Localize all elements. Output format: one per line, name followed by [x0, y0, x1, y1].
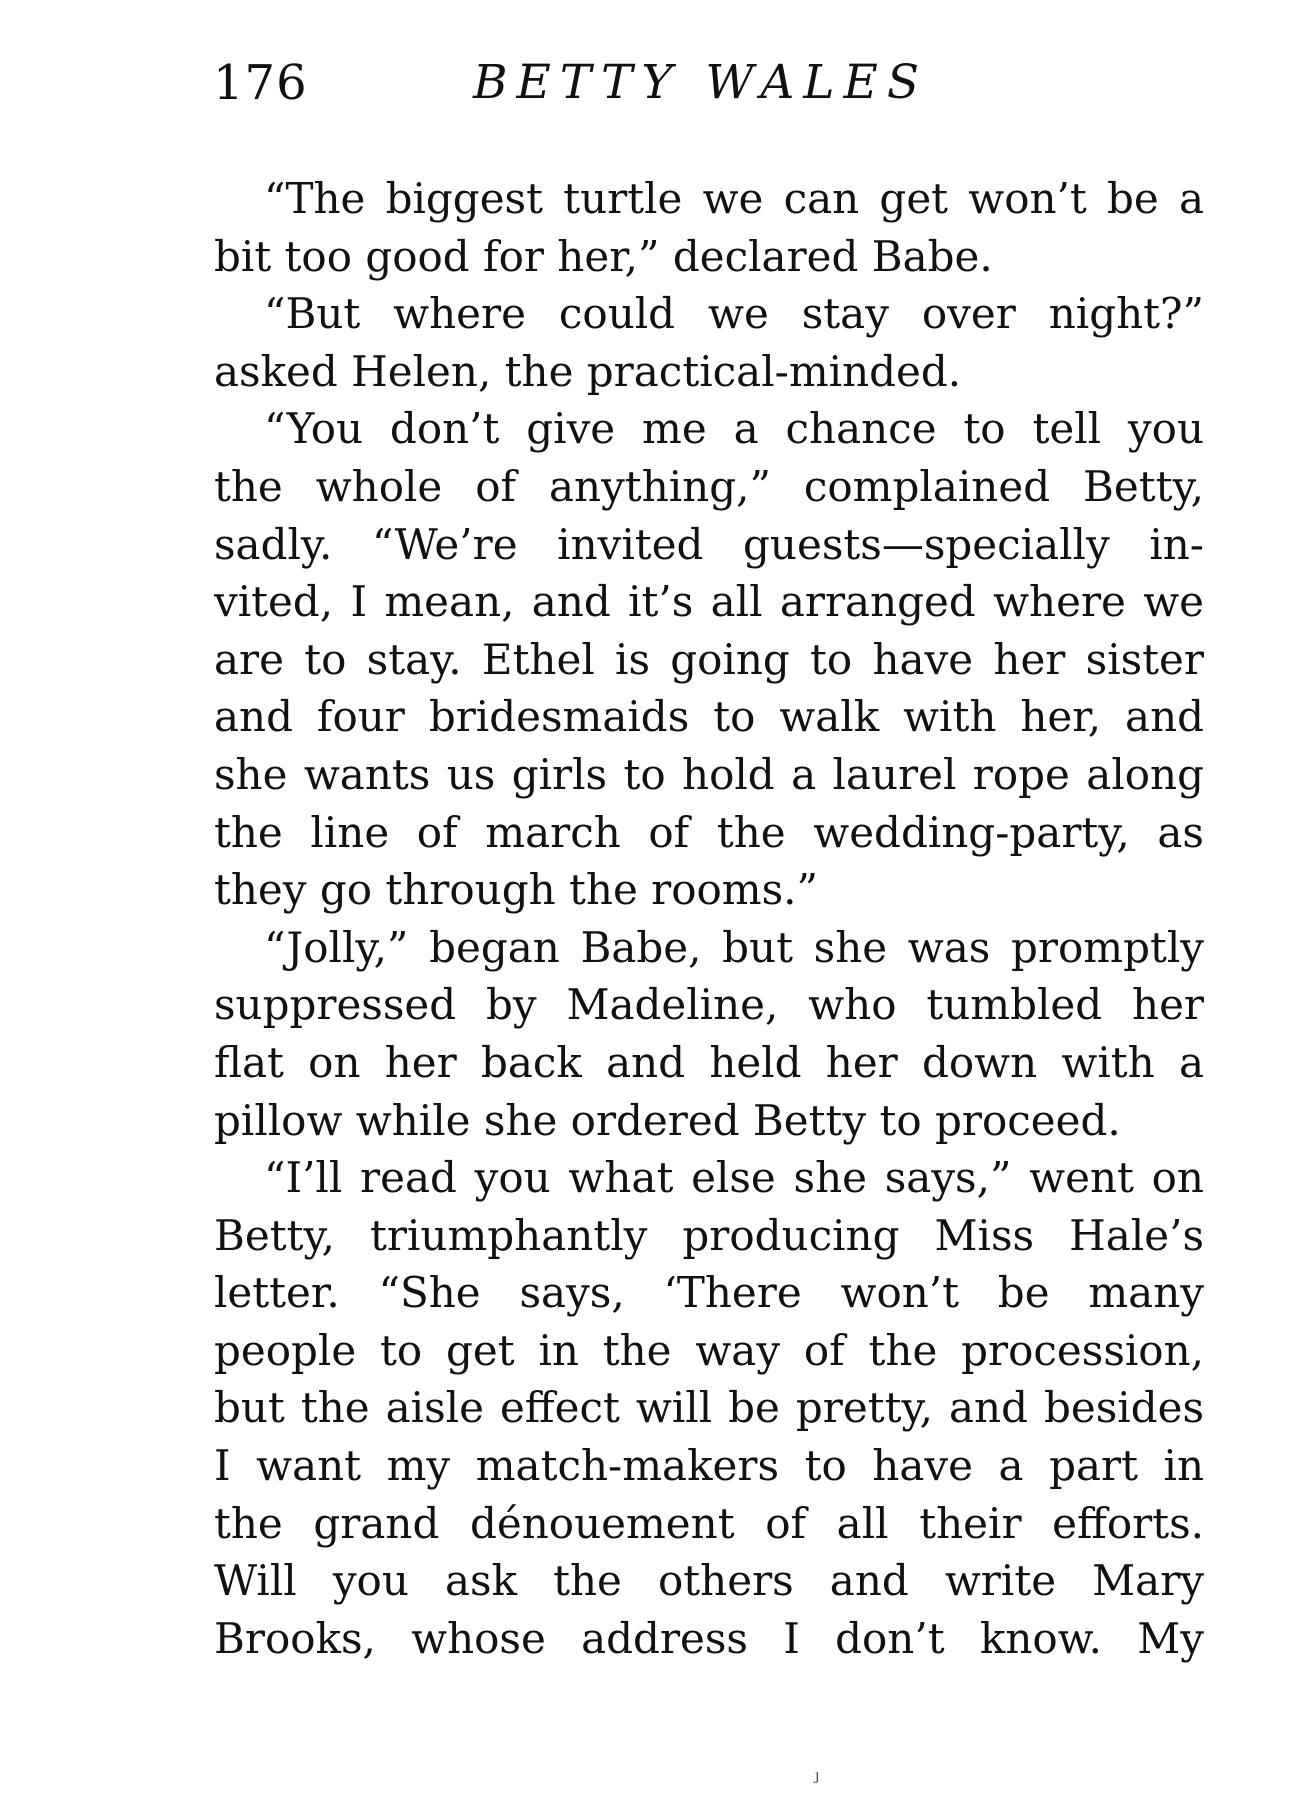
- text-line: Will you ask the others and write Mary: [214, 1556, 1204, 1606]
- text-line: she wants us girls to hold a laurel rope along: [214, 749, 1204, 799]
- text-line: are to stay. Ethel is going to have her sister: [214, 634, 1204, 684]
- text-line: letter. “She says, ‘There won’t be many: [214, 1268, 1204, 1318]
- text-line: the grand dénouement of all their efforts.: [214, 1498, 1204, 1548]
- text-line: the whole of anything,” complained Betty,: [214, 461, 1204, 511]
- text-line: but the aisle effect will be pretty, and besides: [214, 1383, 1204, 1433]
- text-line: the line of march of the wedding-party, as: [214, 807, 1204, 857]
- text-line: Brooks, whose address I don’t know. My: [214, 1613, 1204, 1663]
- footer-mark: ȷ: [815, 1768, 820, 1784]
- text-line: asked Helen, the practical-minded.: [214, 346, 962, 396]
- text-line: Betty, triumphantly producing Miss Hale’s: [214, 1210, 1204, 1260]
- text-line: pillow while she ordered Betty to proceed.: [214, 1095, 1121, 1145]
- text-line: sadly. “We’re invited guests—specially in-: [214, 519, 1204, 569]
- text-line: “The biggest turtle we can get won’t be a: [264, 174, 1204, 223]
- text-line: bit too good for her,” declared Babe.: [214, 231, 993, 281]
- text-line: flat on her back and held her down with a: [214, 1037, 1204, 1087]
- text-line: “Jolly,” began Babe, but she was promptly: [264, 922, 1204, 972]
- text-line: people to get in the way of the procession,: [214, 1325, 1204, 1375]
- text-line: they go through the rooms.”: [214, 865, 818, 915]
- text-line: suppressed by Madeline, who tumbled her: [214, 980, 1204, 1030]
- body-text: [214, 170, 1204, 1667]
- text-line: I want my match-makers to have a part in: [214, 1441, 1204, 1491]
- page-header: [213, 55, 1213, 125]
- running-title: BETTY WALES: [473, 55, 929, 110]
- text-line: “But where could we stay over night?”: [264, 289, 1204, 339]
- page-number: 176: [213, 55, 308, 111]
- text-line: and four bridesmaids to walk with her, and: [214, 692, 1204, 742]
- text-line: vited, I mean, and it’s all arranged where we: [214, 577, 1204, 627]
- text-line: “You don’t give me a chance to tell you: [264, 404, 1204, 454]
- text-line: “I’ll read you what else she says,” went on: [264, 1153, 1204, 1203]
